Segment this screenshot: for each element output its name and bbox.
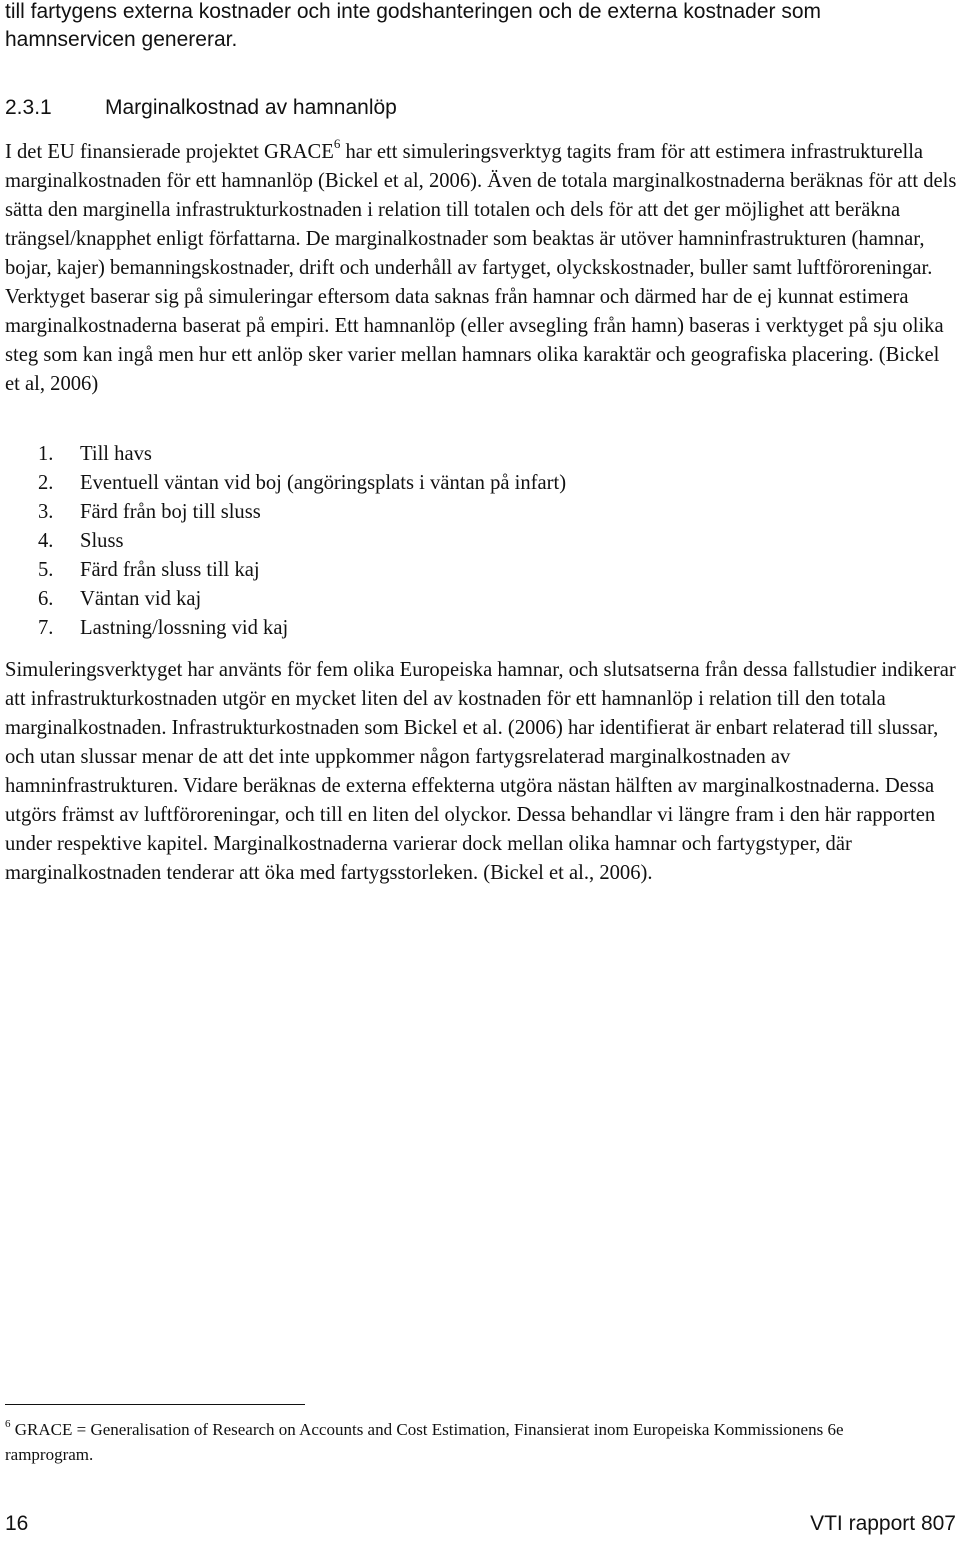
intro-text: till fartygens externa kostnader och inte godshanteringen och de externa kostnader som hamnservicen genererar. <box>5 0 821 51</box>
footnote-mark: 6 <box>5 1418 11 1431</box>
footnote-divider <box>5 1404 305 1405</box>
list-item <box>38 527 566 556</box>
list-item-number: 7. <box>38 617 54 639</box>
list-item-text: Väntan vid kaj <box>80 588 202 610</box>
footnote <box>5 1417 935 1467</box>
list-item <box>38 556 566 585</box>
section-number: 2.3.1 <box>5 96 52 119</box>
list-item-number: 3. <box>38 501 54 523</box>
footnote-text: GRACE = Generalisation of Research on Accounts and Cost Estimation, Finansierat inom Europeiska Kommissionens 6e ramprogram. <box>5 1420 844 1464</box>
steps-list <box>38 440 566 643</box>
list-item-text: Eventuell väntan vid boj (angöringsplats i väntan på infart) <box>80 472 567 494</box>
list-item-number: 4. <box>38 530 54 552</box>
list-item <box>38 498 566 527</box>
list-item <box>38 440 566 469</box>
list-item-text: Färd från boj till sluss <box>80 501 261 523</box>
list-item-number: 6. <box>38 588 54 610</box>
list-item-text: Lastning/lossning vid kaj <box>80 617 289 639</box>
section-title: Marginalkostnad av hamnanlöp <box>105 96 397 119</box>
page-number: 16 <box>5 1512 29 1535</box>
paragraph-results: Simuleringsverktyget har använts för fem olika Europeiska hamnar, och slutsatserna från dessa fallstudier indikerar att infrastrukturkostnaden utgör en mycket liten del av kostnaden för ett hamnanlöp i relation till den totala marginalkostnaden. Infrastrukturkostnaden som Bickel et al. (2006) har identifierat är enbart relaterad till slussar, och utan slussar menar de att det inte uppkommer någon fartygsrelaterad marginalkostnaden av hamninfrastrukturen. Vidare beräknas de externa effekterna utgöra nästan hälften av marginalkostnaderna. Dessa utgörs främst av luftföroreningar, och till en liten del olyckor. Dessa behandlar vi längre fram i den här rapporten under respektive kapitel. Marginalkostnaderna varierar dock mellan olika hamnar och fartygstyper, där marginalkostnaden tenderar att öka med fartygsstorleken. (Bickel et al., 2006). <box>5 659 956 884</box>
list-item <box>38 469 566 498</box>
paragraph-grace-rest: har ett simuleringsverktyg tagits fram för att estimera infrastrukturella marginalkostnaden för ett hamnanlöp (Bickel et al, 2006). Även de totala marginalkostnaderna beräknas för att dels sätta den marginella infrastrukturkostnaden i relation till totalen och dels för att det ger möjlighet att beräkna trängsel/knapphet enligt författarna. De marginalkostnader som beaktas är utöver hamninfrastrukturen (hamnar, bojar, kajer) bemanningskostnader, drift och underhåll av fartyget, olyckskostnader, buller samt luftföroreningar. Verktyget baserar sig på simuleringar eftersom data saknas från hamnar och därmed har de ej kunnat estimera marginalkostnaderna baserat på empiri. Ett hamnanlöp (eller avsegling från hamn) baseras i verktyget på sju olika steg som kan ingå men hur ett anlöp sker varier mellan hamnars olika karaktär och geografiska placering. (Bickel et al, 2006) <box>5 141 957 395</box>
paragraph-grace <box>5 138 957 399</box>
report-name: VTI rapport 807 <box>810 1512 956 1535</box>
list-item-number: 2. <box>38 472 54 494</box>
paragraph-grace-start: I det EU finansierade projektet GRACE <box>5 141 334 163</box>
list-item <box>38 585 566 614</box>
list-item-number: 1. <box>38 443 54 465</box>
list-item-text: Sluss <box>80 530 124 552</box>
section-heading <box>5 94 955 122</box>
list-item <box>38 614 566 643</box>
list-item-number: 5. <box>38 559 54 581</box>
list-item-text: Färd från sluss till kaj <box>80 559 260 581</box>
footnote-reference[interactable]: 6 <box>333 136 341 152</box>
list-item-text: Till havs <box>80 443 152 465</box>
